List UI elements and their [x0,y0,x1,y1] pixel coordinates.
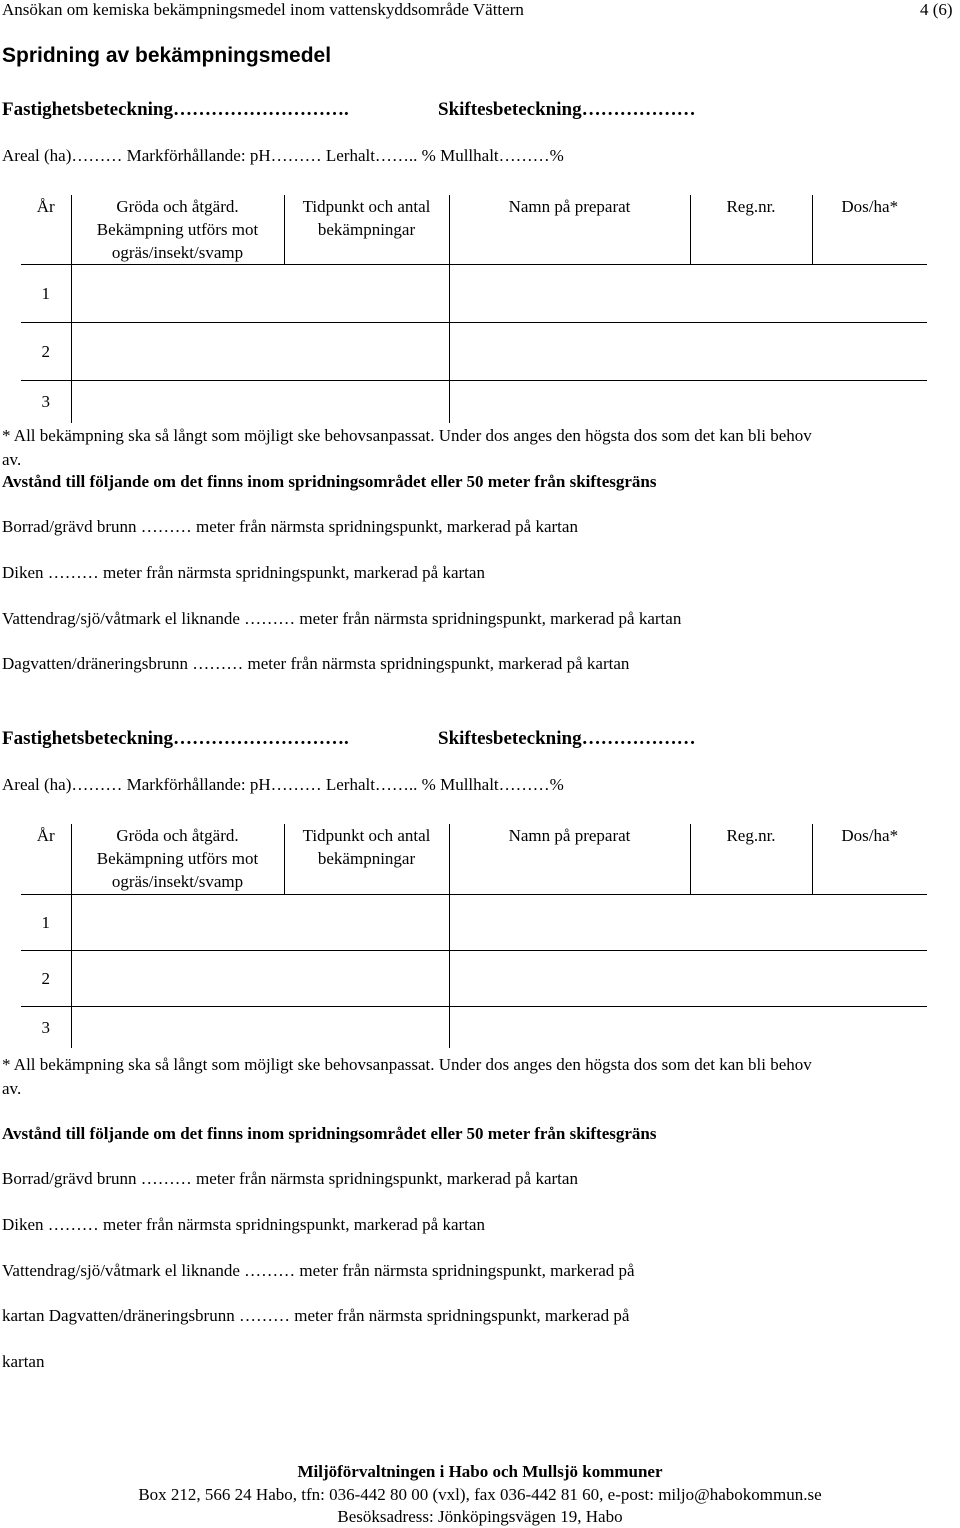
col-header-product: Namn på preparat [449,824,690,894]
distance-drain: Dagvatten/dräneringsbrunn ……… meter från närmsta spridningspunkt, markerad på kartan [2,654,630,673]
table-cell[interactable] [71,265,449,323]
skiftesbeteckning-label: Skiftesbeteckning……………… [438,99,696,120]
table-cell[interactable] [449,381,927,423]
distance-watercourse: Vattendrag/sjö/våtmark el liknande ……… meter från närmsta spridningspunkt, markerad på [2,1261,635,1280]
distance-title: Avstånd till följande om det finns inom spridningsområdet eller 50 meter från skiftesgräns [2,1124,657,1143]
table-cell[interactable] [71,381,449,423]
table-row [21,950,927,1006]
col-header-time: Tidpunkt och antal bekämpningar [284,824,449,894]
row-number: 2 [21,323,71,381]
table-row [21,265,927,323]
table-cell[interactable] [449,323,927,381]
dose-note-cont: av. [2,1079,22,1098]
application-table [21,195,927,423]
table-cell[interactable] [449,894,927,950]
col-header-regnr: Reg.nr. [690,824,812,894]
dose-note: * All bekämpning ska så långt som möjligt ske behovsanpassat. Under dos anges den högsta dos som det kan bli behov [2,1055,812,1074]
col-header-dose: Dos/ha* [812,195,927,265]
dose-note-cont: av. [2,450,22,469]
table-row [21,323,927,381]
dose-note: * All bekämpning ska så långt som möjligt ske behovsanpassat. Under dos anges den högsta dos som det kan bli behov [2,426,812,445]
footer-contact: Box 212, 566 24 Habo, tfn: 036-442 80 00 (vxl), fax 036-442 81 60, e-post: miljo@habokommun.se [138,1485,822,1504]
table-cell[interactable] [449,950,927,1006]
areal-line: Areal (ha)……… Markförhållande: pH……… Lerhalt…….. % Mullhalt………% [2,146,564,165]
table-cell[interactable] [449,1006,927,1048]
col-header-regnr: Reg.nr. [690,195,812,265]
distance-well: Borrad/grävd brunn ……… meter från närmsta spridningspunkt, markerad på kartan [2,517,578,536]
table-cell[interactable] [71,323,449,381]
distance-watercourse: Vattendrag/sjö/våtmark el liknande ……… meter från närmsta spridningspunkt, markerad på kartan [2,609,682,628]
footer-address: Besöksadress: Jönköpingsvägen 19, Habo [337,1507,623,1526]
row-number: 2 [21,950,71,1006]
table-cell[interactable] [449,265,927,323]
table-header-row [21,195,927,265]
fastighetsbeteckning-label: Fastighetsbeteckning………………………. [2,99,349,120]
row-number: 3 [21,381,71,423]
table-header-row [21,824,927,894]
distance-drain: kartan Dagvatten/dräneringsbrunn ……… meter från närmsta spridningspunkt, markerad på [2,1306,630,1325]
table-row [21,894,927,950]
document-title: Ansökan om kemiska bekämpningsmedel inom vattenskyddsområde Vättern [2,0,524,19]
row-number: 1 [21,894,71,950]
col-header-product: Namn på preparat [449,195,690,265]
col-header-crop: Gröda och åtgärd. Bekämpning utförs mot ogräs/insekt/svamp [96,197,259,262]
fastighetsbeteckning-label: Fastighetsbeteckning………………………. [2,728,349,749]
distance-well: Borrad/grävd brunn ……… meter från närmsta spridningspunkt, markerad på kartan [2,1169,578,1188]
table-cell[interactable] [71,950,449,1006]
areal-line: Areal (ha)……… Markförhållande: pH……… Lerhalt…….. % Mullhalt………% [2,775,564,794]
section-title: Spridning av bekämpningsmedel [2,44,332,67]
table-cell[interactable] [71,1006,449,1048]
col-header-crop: Gröda och åtgärd. Bekämpning utförs mot ogräs/insekt/svamp [96,826,259,891]
table-row [21,1006,927,1048]
distance-ditch: Diken ……… meter från närmsta spridningspunkt, markerad på kartan [2,563,485,582]
application-table [21,824,927,1048]
distance-ditch: Diken ……… meter från närmsta spridningspunkt, markerad på kartan [2,1215,485,1234]
col-header-time: Tidpunkt och antal bekämpningar [284,195,449,265]
table-cell[interactable] [71,894,449,950]
page-number: 4 (6) [920,0,953,19]
footer-org: Miljöförvaltningen i Habo och Mullsjö kommuner [297,1462,663,1481]
distance-drain-cont: kartan [2,1352,45,1371]
row-number: 3 [21,1006,71,1048]
table-row [21,381,927,423]
col-header-year: År [21,195,71,265]
skiftesbeteckning-label: Skiftesbeteckning……………… [438,728,696,749]
col-header-dose: Dos/ha* [812,824,927,894]
row-number: 1 [21,265,71,323]
distance-title: Avstånd till följande om det finns inom spridningsområdet eller 50 meter från skiftesgräns [2,472,657,491]
col-header-year: År [21,824,71,894]
